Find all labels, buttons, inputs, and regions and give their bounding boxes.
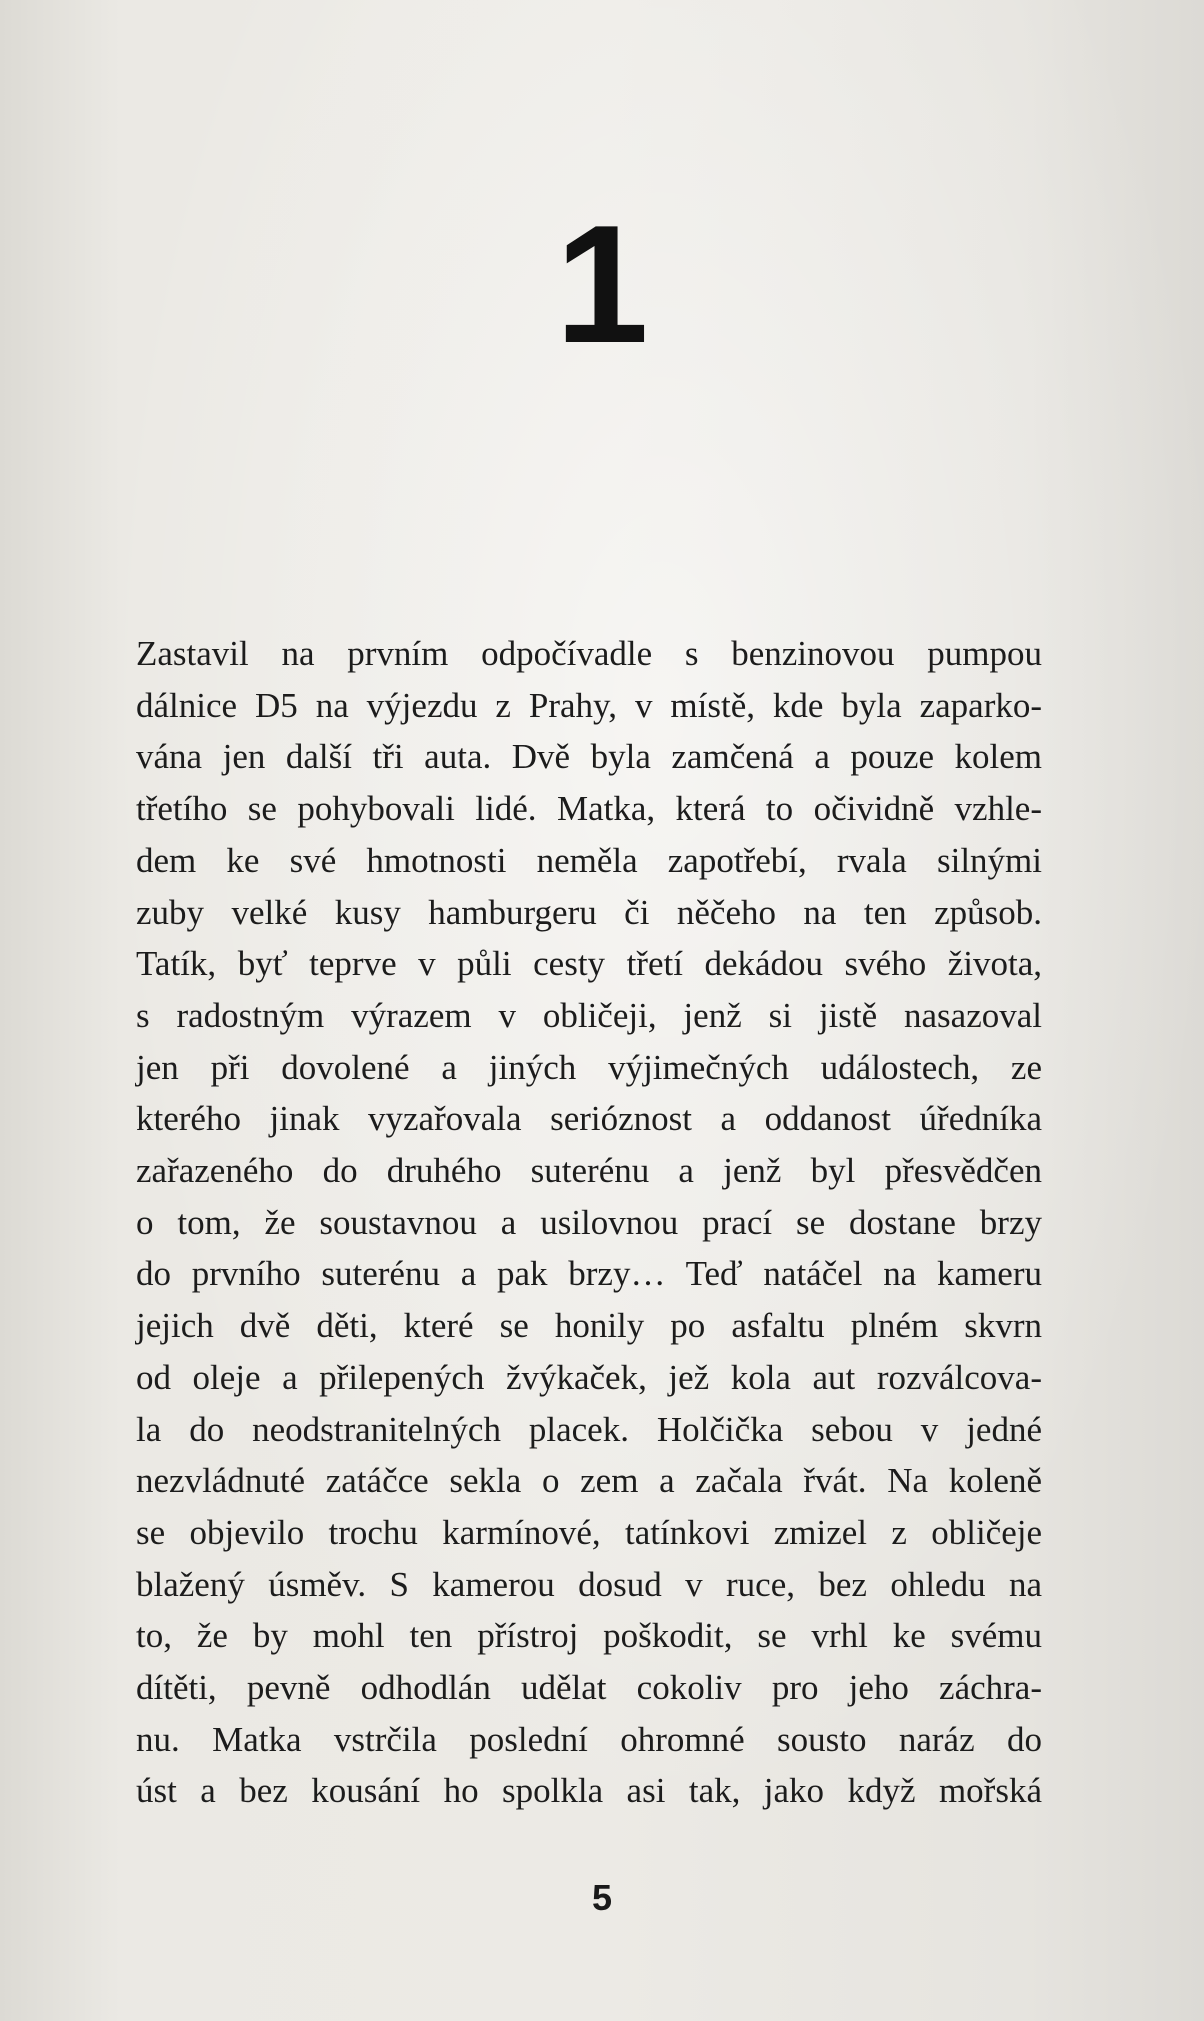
text-line: jejich dvě děti, které se honily po asfaltu plném skvrn <box>136 1306 1042 1346</box>
page-number: 5 <box>591 1877 613 1918</box>
text-line: to, že by mohl ten přístroj poškodit, se vrhl ke svému <box>136 1616 1042 1656</box>
text-line: zuby velké kusy hamburgeru či něčeho na ten způsob. <box>136 892 1042 932</box>
text-line: s radostným výrazem v obličeji, jenž si jistě nasazoval <box>136 995 1042 1035</box>
text-line: dítěti, pevně odhodlán udělat cokoliv pro jeho záchra- <box>136 1668 1042 1708</box>
text-line: o tom, že soustavnou a usilovnou prací se dostane brzy <box>136 1202 1042 1242</box>
text-line: zařazeného do druhého suterénu a jenž byl přesvědčen <box>136 1151 1042 1191</box>
text-line: blažený úsměv. S kamerou dosud v ruce, bez ohledu na <box>136 1564 1042 1604</box>
text-line: jen při dovolené a jiných výjimečných událostech, ze <box>136 1047 1042 1087</box>
text-line: vána jen další tři auta. Dvě byla zamčená a pouze kolem <box>136 737 1042 777</box>
text-line: dálnice D5 na výjezdu z Prahy, v místě, kde byla zaparko- <box>136 685 1042 725</box>
text-line: do prvního suterénu a pak brzy… Teď natáčel na kameru <box>136 1254 1042 1294</box>
text-line: od oleje a přilepených žvýkaček, jež kola aut rozválcova- <box>136 1357 1042 1397</box>
text-line: la do neodstranitelných placek. Holčička sebou v jedné <box>136 1409 1042 1449</box>
chapter-body-text <box>136 628 1042 1817</box>
text-line: třetího se pohybovali lidé. Matka, která to očividně vzhle- <box>136 789 1042 829</box>
text-line: kterého jinak vyzařovala serióznost a oddanost úředníka <box>136 1099 1042 1139</box>
chapter-number: 1 <box>555 190 649 378</box>
text-line: nezvládnuté zatáčce sekla o zem a začala řvát. Na koleně <box>136 1461 1042 1501</box>
text-line: se objevilo trochu karmínové, tatínkovi zmizel z obličeje <box>136 1512 1042 1552</box>
text-line: dem ke své hmotnosti neměla zapotřebí, rvala silnými <box>136 840 1042 880</box>
text-line: nu. Matka vstrčila poslední ohromné sousto naráz do <box>136 1719 1042 1759</box>
text-line: úst a bez kousání ho spolkla asi tak, jako když mořská <box>136 1771 1042 1811</box>
text-line: Zastavil na prvním odpočívadle s benzinovou pumpou <box>136 634 1042 673</box>
text-line: Tatík, byť teprve v půli cesty třetí dekádou svého života, <box>136 944 1042 984</box>
